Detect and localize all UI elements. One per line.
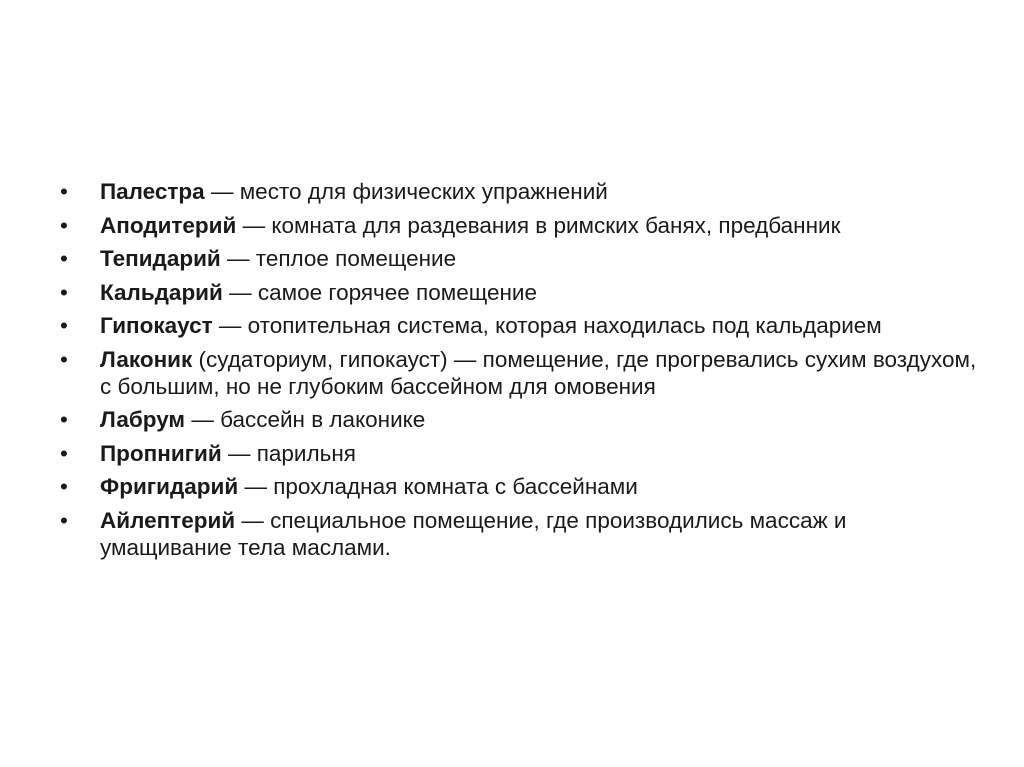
- term-label: Фригидарий: [100, 474, 239, 499]
- bullet-icon: •: [60, 179, 68, 204]
- term-definition: — парильня: [221, 440, 356, 466]
- bullet-icon: •: [60, 407, 68, 432]
- list-item: [60, 245, 980, 272]
- term-label: Тепидарий: [100, 246, 221, 271]
- term-definition: (судаториум, гипокауст) — помещение, где прогревались сухим воздухом, с большим, но не глубоким бассейном для омовения: [100, 346, 977, 399]
- bullet-icon: •: [60, 313, 68, 338]
- bullet-icon: •: [60, 212, 68, 238]
- term-definition: — комната для раздевания в римских банях, предбанник: [236, 212, 841, 238]
- term-definition: — отопительная система, которая находилась под кальдарием: [212, 313, 882, 338]
- bullet-icon: •: [60, 279, 68, 305]
- list-item: [60, 312, 980, 339]
- list-item: [60, 473, 980, 500]
- bullet-icon: •: [60, 440, 68, 466]
- term-definition: — прохладная комната с бассейнами: [238, 474, 638, 499]
- term-definition: — специальное помещение, где производились массаж и умащивание тела маслами.: [100, 507, 847, 560]
- list-item: [60, 440, 980, 467]
- bullet-icon: •: [60, 474, 68, 499]
- list-item: [60, 279, 980, 306]
- term-list: [60, 178, 980, 567]
- term-definition: — самое горячее помещение: [222, 279, 538, 305]
- term-label: Айлептерий: [100, 507, 236, 533]
- term-label: Лабрум: [100, 407, 186, 432]
- term-label: Пропнигий: [100, 440, 222, 466]
- bullet-icon: •: [60, 346, 68, 372]
- list-item: [60, 178, 980, 205]
- list-item: [60, 212, 980, 239]
- list-item: [60, 507, 980, 561]
- term-definition: — бассейн в лаконике: [185, 407, 426, 432]
- term-label: Палестра: [100, 179, 205, 204]
- bullet-icon: •: [60, 507, 68, 533]
- list-item: [60, 406, 980, 433]
- bullet-icon: •: [60, 246, 68, 271]
- term-label: Кальдарий: [100, 279, 223, 305]
- term-definition: — теплое помещение: [220, 246, 457, 271]
- term-definition: — место для физических упражнений: [204, 179, 608, 204]
- term-label: Гипокауст: [100, 313, 213, 338]
- term-label: Лаконик: [100, 346, 193, 372]
- list-item: [60, 346, 980, 400]
- term-label: Аподитерий: [100, 212, 237, 238]
